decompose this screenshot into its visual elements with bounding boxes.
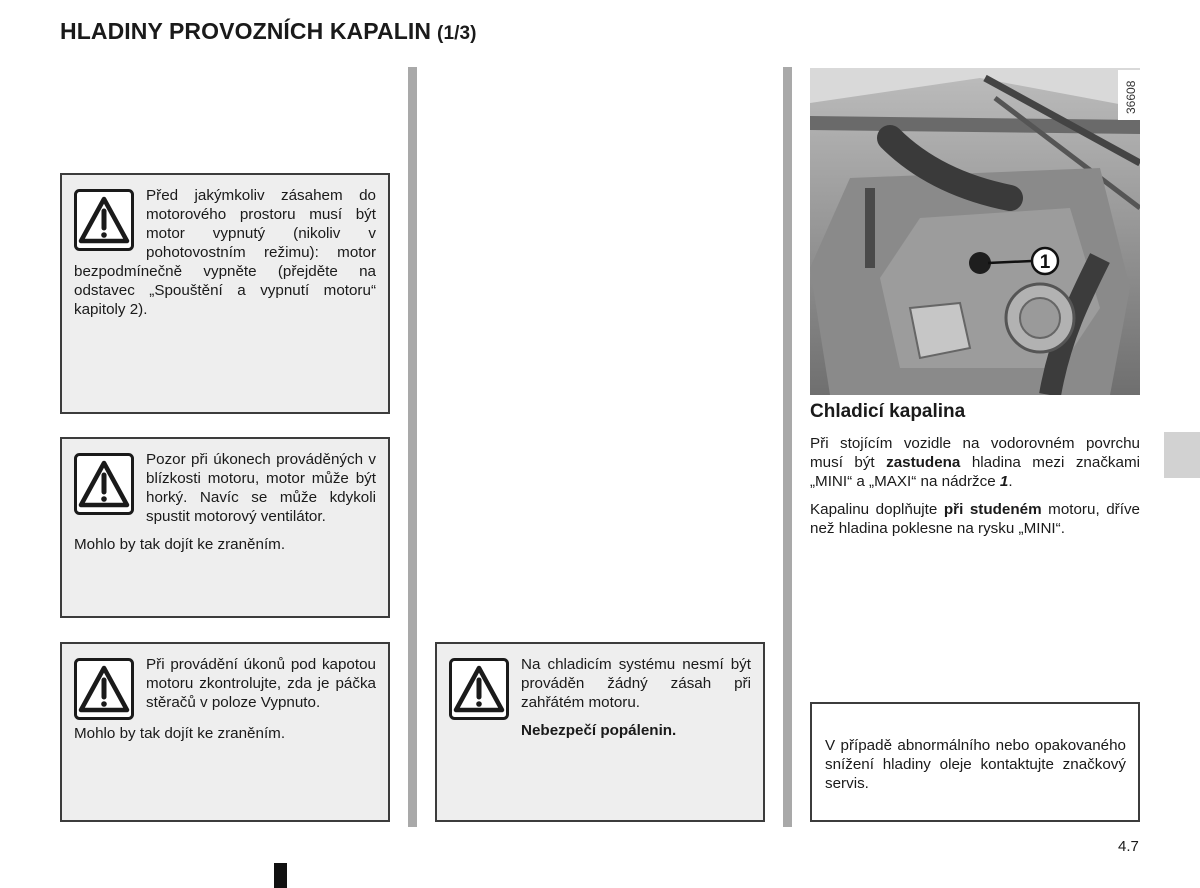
- text-span: .: [1008, 473, 1013, 490]
- info-text: V případě abnormálního nebo opakovaného snížení hladiny oleje kontaktujte značkový servis.: [825, 737, 1126, 792]
- photo-code: 36608: [1124, 80, 1138, 114]
- column-divider-right: [783, 67, 792, 827]
- warning-triangle-icon: [74, 189, 134, 251]
- warning-triangle-icon: [74, 453, 134, 515]
- footer-mark: [274, 863, 287, 888]
- callout-number: 1: [1039, 252, 1051, 273]
- engine-bay-photo: [810, 68, 1140, 395]
- text-bold: zastudena: [886, 454, 961, 471]
- warning-triangle-icon: [74, 658, 134, 720]
- warning-box-engine-off: [60, 173, 390, 414]
- warning-note: Mohlo by tak dojít ke zraněním.: [74, 536, 286, 553]
- reference-number: 1: [999, 473, 1009, 490]
- chapter-tab: [1164, 432, 1200, 478]
- text-span: motoru, dříve než hladina poklesne na rysku „MINI“.: [810, 501, 1140, 537]
- warning-note: Nebezpečí popálenin.: [521, 722, 677, 739]
- section-title-coolant: Chladicí kapalina: [810, 401, 966, 422]
- page-title-part: (1/3): [437, 23, 477, 44]
- column-divider-left: [408, 67, 417, 827]
- page-title: [60, 18, 477, 45]
- text-span: Kapalinu doplňujte: [810, 501, 944, 518]
- warning-triangle-icon: [449, 658, 509, 720]
- info-box-oil-level: [810, 702, 1140, 822]
- warning-box-wipers: [60, 642, 390, 822]
- coolant-paragraph-1: [810, 434, 1140, 491]
- page-title-text: HLADINY PROVOZNÍCH KAPALIN: [60, 18, 432, 44]
- warning-text: Před jakýmkoliv zásahem do motorového prostoru musí být motor vypnutý (nikoliv v pohotovostním režimu): motor bezpodmínečně vypněte (přejděte na odstavec „Spouštění a vypnutí motoru“ kapitoly 2).: [74, 187, 376, 318]
- text-span: hladina mezi značkami „MINI“ a „MAXI“ na nádržce: [810, 454, 1140, 490]
- page-number: 4.7: [1118, 838, 1139, 855]
- warning-box-hot-engine: [60, 437, 390, 618]
- warning-text: Na chladicím systému nesmí být prováděn žádný zásah při zahřátém motoru.: [521, 656, 751, 711]
- warning-note: Mohlo by tak dojít ke zraněním.: [74, 725, 286, 742]
- coolant-paragraph-2: [810, 500, 1140, 538]
- text-bold: při studeném: [943, 501, 1042, 518]
- text-span: Při stojícím vozidle na vodorovném povrchu musí být: [810, 435, 1140, 471]
- warning-box-cooling-system: [435, 642, 765, 822]
- warning-text: Pozor při úkonech prováděných v blízkosti motoru, motor může být horký. Navíc se může kdykoli spustit motorový ventilátor.: [146, 451, 376, 525]
- warning-text: Při provádění úkonů pod kapotou motoru zkontrolujte, zda je páčka stěračů v poloze Vypnuto.: [146, 656, 376, 711]
